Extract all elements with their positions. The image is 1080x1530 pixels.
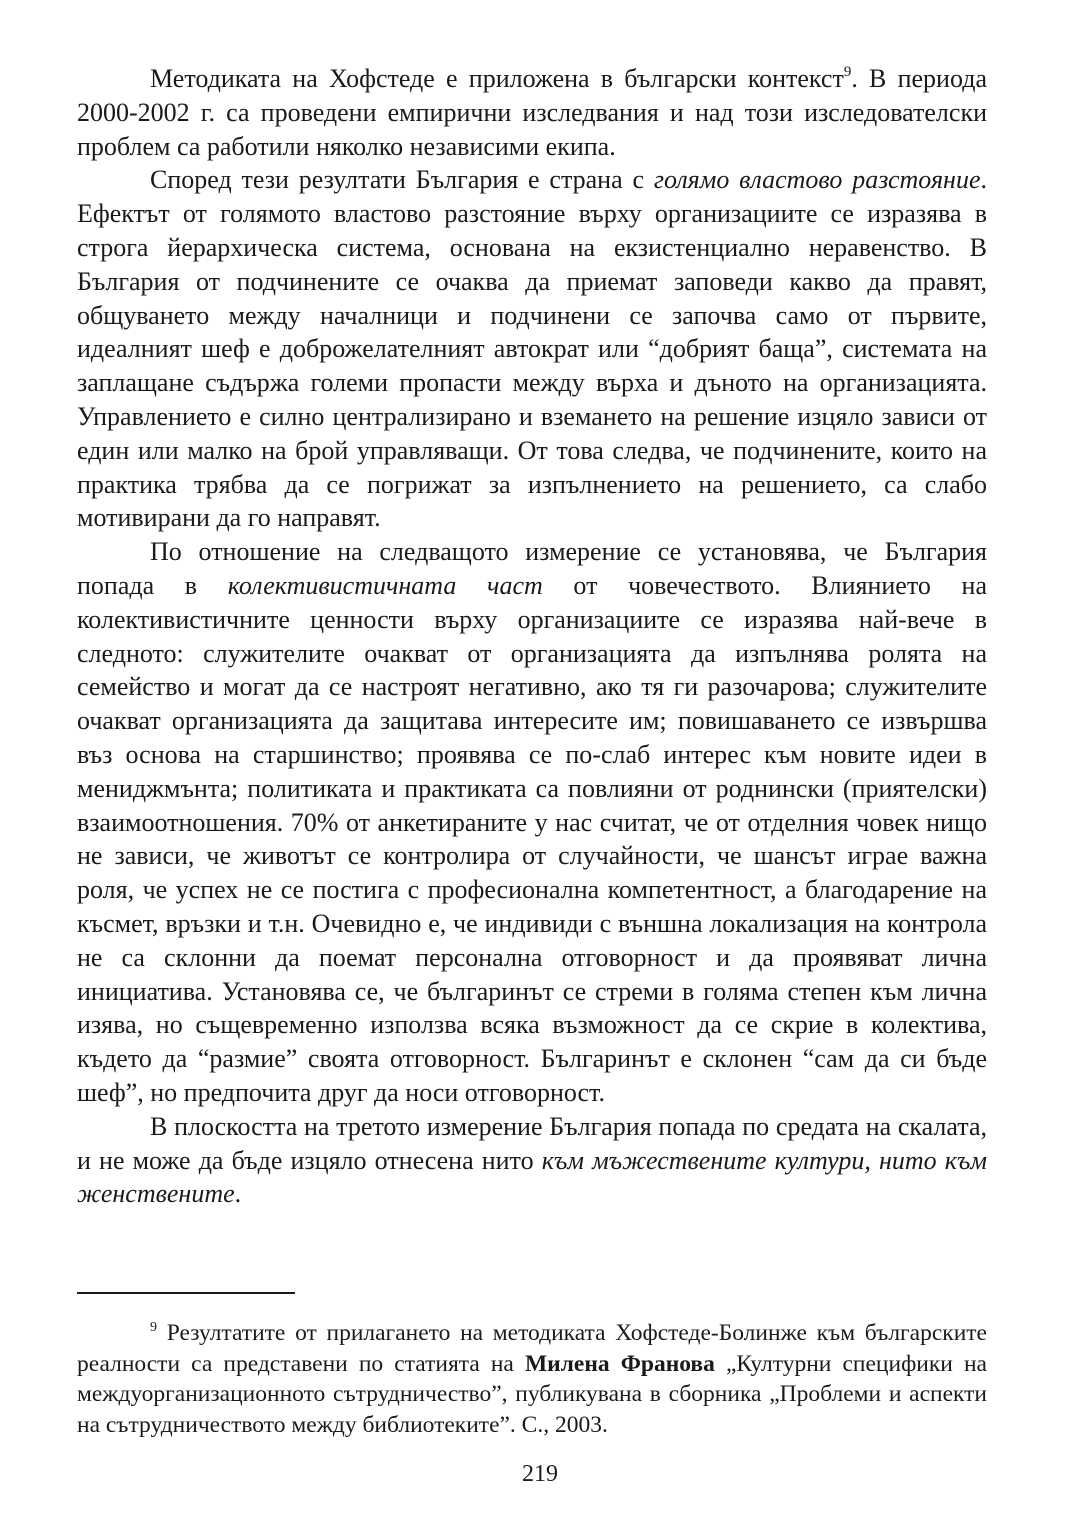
footnote-marker: 9 [150,1320,157,1335]
footnote-author: Милена Франова [524,1350,715,1377]
paragraph-2-text-b: . Ефектът от голямото властово разстояние върху организациите се изразява в строга йерархическа система, основана на екзистенциално неравенство. В България от подчинените се очаква да приемат заповеди какво да правят, общуването между началници и подчинени се започва само от първите, идеалният шеф е доброжелателният автократ или “добрият баща”, системата на заплащане съдържа големи пропасти между върха и дъното на организацията. Управлението е силно централизирано и вземането на решение изцяло зависи от един или малко на брой управляващи. От това следва, че подчинените, които на практика трябва да се погрижат за изпълнението на решението, са слабо мотивирани да го направят. [77,165,987,533]
paragraph-1-text-a: Методиката на Хофстеде е приложена в български контекст [150,64,844,93]
paragraph-1-text-b: . В периода 2000-2002 г. са проведени емпирични изследвания и над този изследователски проблем са работили няколко независими екипа. [77,64,987,161]
footnote-text-b: „Културни специфики на междуорганизационното сътрудничество”, публикувана в сборника „Проблеми и аспекти на сътрудничеството между библиотеките”. С., 2003. [77,1350,987,1438]
paragraph-2 [77,163,987,535]
footnote-text-a: Резултатите от прилагането на методиката Хофстеде-Болинже към българските реалности са представени по статията на [77,1320,987,1377]
paragraph-3-emphasis: колективистичната част [227,570,543,600]
paragraph-3-text-b: от човечеството. Влиянието на колективистичните ценности върху организациите се изразява най-вече в следното: служителите очакват от организацията да изпълнява ролята на семейство и могат да се настроят негативно, ако тя ги разочарова; служителите очакват организацията да защитава интересите им; повишаването се извършва въз основа на старшинство; проявява се по-слаб интерес към новите идеи в мениджмънта; политиката и практиката са повлияни от роднински (приятелски) взаимоотношения. 70% от анкетираните у нас считат, че от отделния човек нищо не зависи, че животът се контролира от случайности, че шансът играе важна роля, че успех не се постига с професионална компетентност, а благодарение на късмет, връзки и т.н. Очевидно е, че индивиди с външна локализация на контрола не са склонни да поемат персонална отговорност и да проявяват лична инициатива. Установява се, че българинът се стреми в голяма степен към лична изява, но същевременно използва всяка възможност да се скрие в колектива, където да “размие” своята отговорност. Българинът е склонен “сам да си бъде шеф”, но предпочита друг да носи отговорност. [77,570,987,1107]
paragraph-4-text-b: . [234,1179,242,1209]
footnote-9 [77,1318,987,1440]
paragraph-4-emphasis: към мъжествените култури, нито към женствените [77,1145,988,1209]
paragraph-2-text-a: Според тези резултати България е страна с [150,165,654,195]
paragraph-2-emphasis: голямо властово разстояние [653,165,981,195]
page-number: 219 [522,1461,558,1487]
paragraph-4 [77,1110,987,1211]
paragraph-1 [77,62,987,163]
paragraph-3 [77,535,987,1110]
main-text [77,62,987,1211]
paragraph-4-text-a: В плоскостта на третото измерение България попада по средата на скалата, и не може да бъде изцяло отнесена нито [77,1111,987,1175]
paragraph-3-text-a: По отношение на следващото измерение се установява, че България попада в [77,537,987,600]
footnote-reference-9[interactable]: 9 [843,64,852,80]
footnote-divider [77,1292,295,1294]
